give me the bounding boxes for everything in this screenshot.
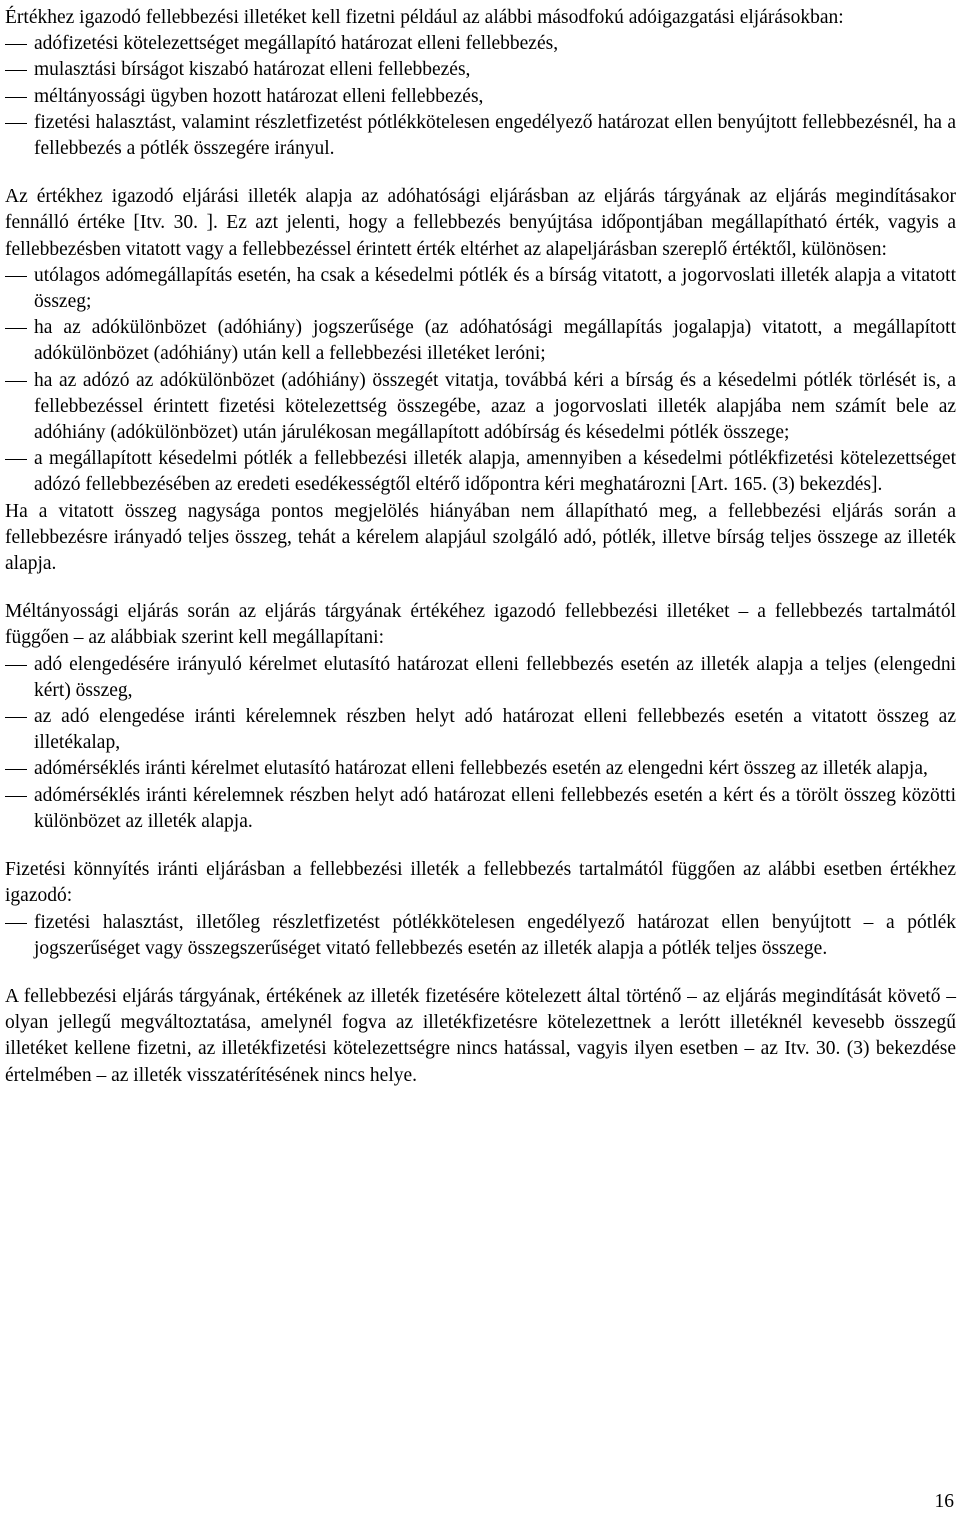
section3-list [5, 652, 956, 835]
list-item: az adó elengedése iránti kérelemnek részben helyt adó határozat elleni fellebbezés esetén a vitatott összeg az illetékalap, [34, 706, 956, 754]
section1-intro: Értékhez igazodó fellebbezési illetéket kell fizetni például az alábbi másodfokú adóigazgatási eljárásokban: [5, 7, 844, 28]
paragraph-gap [5, 162, 956, 184]
section1-list [5, 31, 956, 162]
paragraph-gap [5, 577, 956, 599]
section2-list [5, 263, 956, 499]
section4-intro: Fizetési könnyítés iránti eljárásban a fellebbezési illeték a fellebbezés tartalmától függően az alábbi esetben értékhez igazodó: [5, 859, 956, 907]
list-item: adó elengedésére irányuló kérelmet elutasító határozat elleni fellebbezés esetén az illeték alapja a teljes (elengedni kért) összeg, [34, 653, 956, 701]
section5-text: A fellebbezési eljárás tárgyának, értékének az illeték fizetésére kötelezett által történő – az eljárás megindítását követő – olyan jellegű megváltoztatása, amelynél fogva az illetékfizetésre kötelezettnek a lerótt illetéknél kevesebb összegű illetéket kellene fizetni, az illetékfizetési kötelezettségre nincs hatással, vagyis ilyen esetben – az Itv. 30. (3) bekezdése értelmében – az illeték visszatérítésének nincs helye. [5, 985, 956, 1086]
list-item: adómérséklés iránti kérelmet elutasító határozat elleni fellebbezés esetén az elengedni kért összeg az illeték alapja, [34, 758, 928, 780]
section2-intro: Az értékhez igazodó eljárási illeték alapja az adóhatósági eljárásban az eljárás tárgyának az eljárás megindításakor fennálló értéke [Itv. 30. ]. Ez azt jelenti, hogy a fellebbezés benyújtása időpontjában megállapítható érték, vagyis a fellebbezésben vitatott vagy a fellebbezéssel érintett érték eltérhet az alapeljárásban szereplő értéktől, különösen: [5, 186, 956, 260]
document-page [5, 5, 956, 1089]
section4-list [5, 910, 956, 962]
section2-closing: Ha a vitatott összeg nagysága pontos megjelölés hiányában nem állapítható meg, a fellebbezési eljárás során a fellebbezésre irányadó teljes összeg, tehát a kérelem alapjául szolgáló adó, pótlék, illetve bírság teljes összege az illeték alapja. [5, 500, 956, 575]
list-item: a megállapított késedelmi pótlék a fellebbezési illeték alapja, amennyiben a késedelmi pótlékfizetési kötelezettséget adózó fellebbezésében az eredeti esedékességtől eltérő időpontra kéri meghatározni [Art. 165. (3) bekezdés]. [34, 448, 956, 496]
list-item: fizetési halasztást, valamint részletfizetést pótlékkötelesen engedélyező határozat ellen benyújtott fellebbezésnél, ha a fellebbezés a pótlék összegére irányul. [34, 111, 956, 160]
list-item: méltányossági ügyben hozott határozat elleni fellebbezés, [34, 85, 484, 107]
list-item: mulasztási bírságot kiszabó határozat elleni fellebbezés, [34, 59, 471, 81]
list-item: adómérséklés iránti kérelemnek részben helyt adó határozat elleni fellebbezés esetén a kért és a törölt összeg közötti különbözet az illeték alapja. [34, 784, 956, 832]
section3-intro: Méltányossági eljárás során az eljárás tárgyának értékéhez igazodó fellebbezési illetéket – a fellebbezés tartalmától függően – az alábbiak szerint kell megállapítani: [5, 601, 956, 649]
page-number: 16 [934, 1491, 954, 1512]
list-item: fizetési halasztást, illetőleg részletfizetést pótlékkötelesen engedélyező határozat ellen benyújtott – a pótlék jogszerűséget vagy összegszerűséget vitató fellebbezés esetén az illeték alapja a pótlék teljes összege. [34, 911, 956, 959]
list-item: adófizetési kötelezettséget megállapító határozat elleni fellebbezés, [34, 33, 559, 55]
paragraph-gap [5, 962, 956, 984]
list-item: ha az adókülönbözet (adóhiány) jogszerűsége (az adóhatósági megállapítás jogalapja) vitatott, a megállapított adókülönbözet (adóhiány) után kell a fellebbezési illetéket leróni; [34, 317, 956, 365]
list-item: utólagos adómegállapítás esetén, ha csak a késedelmi pótlék és a bírság vitatott, a jogorvoslati illeték alapja a vitatott összeg; [34, 264, 956, 313]
paragraph-gap [5, 835, 956, 857]
list-item: ha az adózó az adókülönbözet (adóhiány) összegét vitatja, továbbá kéri a bírság és a késedelmi pótlék törlését is, a fellebbezéssel érintett fizetési kötelezettség összegébe, azaz a jogorvoslati illeték alapjába nem számít bele az adóhiány (adókülönbözet) után járulékosan megállapított adóbírság és késedelmi pótlék összege; [34, 369, 956, 444]
